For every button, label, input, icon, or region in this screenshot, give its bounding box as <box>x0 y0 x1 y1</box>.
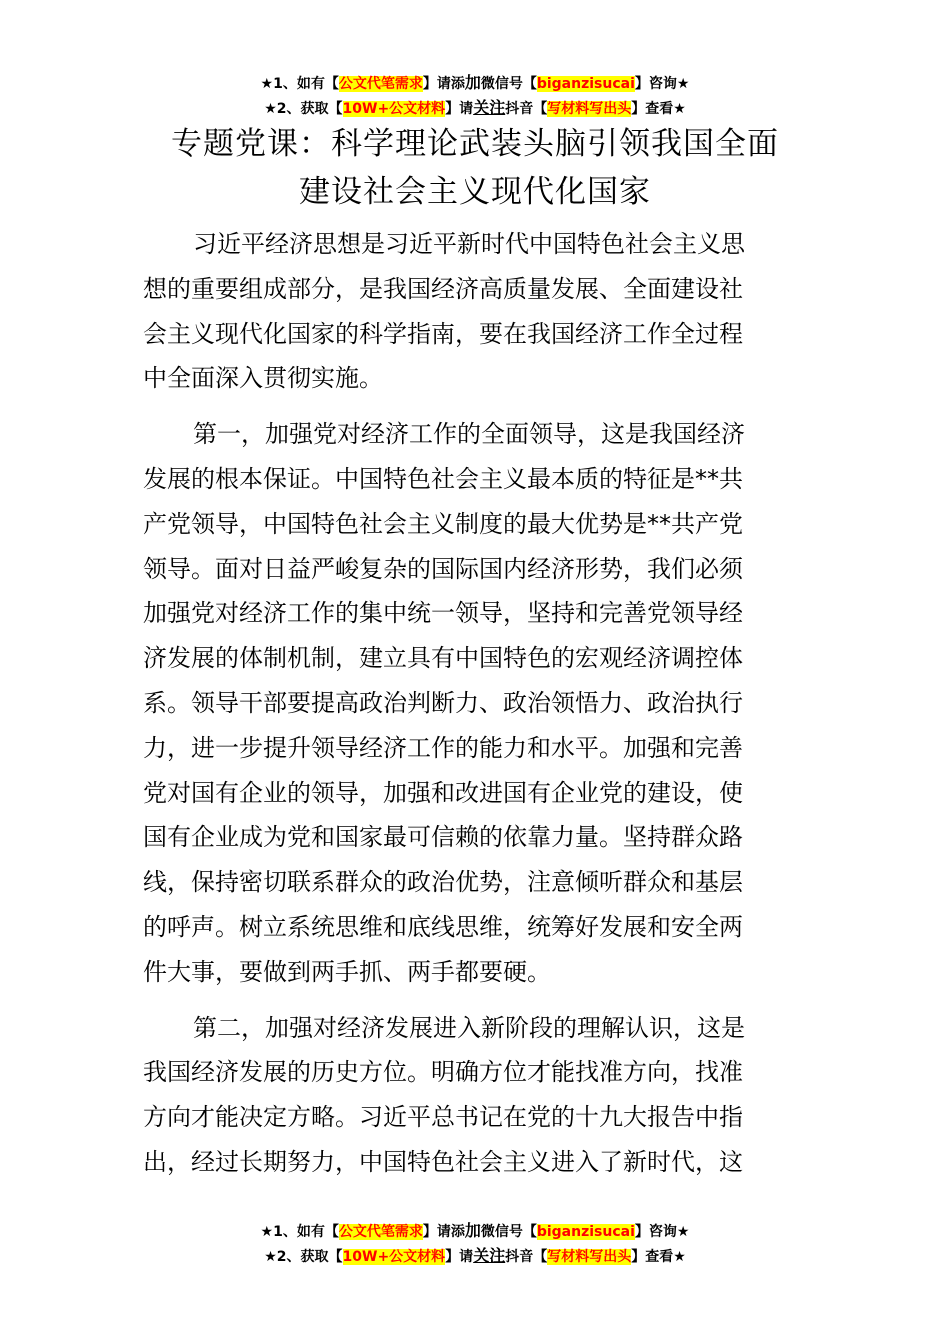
promo-highlight-wechat-id: biganzisucai <box>536 1224 635 1240</box>
promo-highlight-materials: 10W+公文材料 <box>342 1249 446 1265</box>
paragraph-line: 第二，加强对经济发展进入新阶段的理解认识，这是 <box>193 1013 745 1042</box>
footer-promo-banner <box>0 1218 950 1268</box>
paragraph-line: 国有企业成为党和国家最可信赖的依靠力量。坚持群众路 <box>143 823 743 852</box>
paragraph-line: 中全面深入贯彻实施。 <box>143 364 383 393</box>
promo-text: ★2、获取【 <box>264 1249 343 1265</box>
promo-highlight-service: 公文代笔需求 <box>338 76 423 92</box>
paragraph-first-point <box>143 412 807 994</box>
paragraph-line: 想的重要组成部分，是我国经济高质量发展、全面建设社 <box>143 274 743 303</box>
paragraph-line: 济发展的体制机制，建立具有中国特色的宏观经济调控体 <box>143 644 743 673</box>
promo-text: 】查看★ <box>631 1249 686 1265</box>
paragraph-line: 习近平经济思想是习近平新时代中国特色社会主义思 <box>193 230 745 258</box>
promo-text: 抖音【 <box>505 101 548 117</box>
promo-line-2 <box>0 1243 950 1268</box>
paragraph-line: 线，保持密切联系群众的政治优势，注意倾听群众和基层 <box>143 868 743 897</box>
paragraph-line: 党对国有企业的领导，加强和改进国有企业党的建设，使 <box>143 778 743 807</box>
promo-text: 微信号【 <box>480 76 537 92</box>
paragraph-line: 领导。面对日益严峻复杂的国际国内经济形势，我们必须 <box>143 554 743 583</box>
promo-text: 】咨询★ <box>634 1224 690 1240</box>
promo-text: 】请 <box>445 1249 474 1265</box>
paragraph-line: 第一，加强党对经济工作的全面领导，这是我国经济 <box>193 420 745 449</box>
promo-line-1 <box>0 70 950 95</box>
promo-text: 】请 <box>445 101 474 117</box>
title-line-2: 建设社会主义现代化国家 <box>299 174 651 210</box>
promo-highlight-douyin: 写材料写出头 <box>547 1249 632 1265</box>
promo-text-emphasis: 加 <box>464 73 481 92</box>
promo-text: 】请添 <box>422 1224 465 1240</box>
paragraph-line: 方向才能决定方略。习近平总书记在党的十九大报告中指 <box>143 1103 743 1132</box>
header-promo-banner <box>0 70 950 120</box>
promo-highlight-service: 公文代笔需求 <box>338 1224 423 1240</box>
paragraph-line: 件大事，要做到两手抓、两手都要硬。 <box>143 957 551 986</box>
promo-highlight-wechat-id: biganzisucai <box>536 76 635 92</box>
promo-line-1 <box>0 1218 950 1243</box>
paragraph-line: 发展的根本保证。中国特色社会主义最本质的特征是**共 <box>143 464 743 493</box>
paragraph-second-point <box>143 1006 807 1185</box>
paragraph-line: 力，进一步提升领导经济工作的能力和水平。加强和完善 <box>143 733 743 762</box>
promo-text: 】查看★ <box>631 101 686 117</box>
promo-highlight-douyin: 写材料写出头 <box>547 101 632 117</box>
promo-text-emphasis: 加 <box>464 1221 481 1240</box>
promo-text: 抖音【 <box>505 1249 548 1265</box>
paragraph-line: 出，经过长期努力，中国特色社会主义进入了新时代，这 <box>143 1147 743 1176</box>
promo-text-emphasis: 关注 <box>473 1246 506 1265</box>
promo-highlight-materials: 10W+公文材料 <box>342 101 446 117</box>
document-title <box>0 120 950 216</box>
title-line-1: 专题党课：科学理论武装头脑引领我国全面 <box>171 126 779 162</box>
paragraph-line: 的呼声。树立系统思维和底线思维，统筹好发展和安全两 <box>143 912 743 941</box>
paragraph-line: 产党领导，中国特色社会主义制度的最大优势是**共产党 <box>143 509 743 538</box>
promo-text: ★2、获取【 <box>264 101 343 117</box>
paragraph-line: 系。领导干部要提高政治判断力、政治领悟力、政治执行 <box>143 688 743 717</box>
promo-text-emphasis: 关注 <box>473 98 506 117</box>
paragraph-line: 我国经济发展的历史方位。明确方位才能找准方向，找准 <box>143 1058 743 1087</box>
document-body <box>143 222 807 1196</box>
paragraph-line: 加强党对经济工作的集中统一领导，坚持和完善党领导经 <box>143 599 743 628</box>
promo-text: ★1、如有【 <box>260 76 339 92</box>
promo-text: 微信号【 <box>480 1224 537 1240</box>
paragraph-intro <box>143 222 807 401</box>
promo-text: 】请添 <box>422 76 465 92</box>
promo-line-2 <box>0 95 950 120</box>
paragraph-line: 会主义现代化国家的科学指南，要在我国经济工作全过程 <box>143 319 743 348</box>
promo-text: 】咨询★ <box>634 76 690 92</box>
promo-text: ★1、如有【 <box>260 1224 339 1240</box>
